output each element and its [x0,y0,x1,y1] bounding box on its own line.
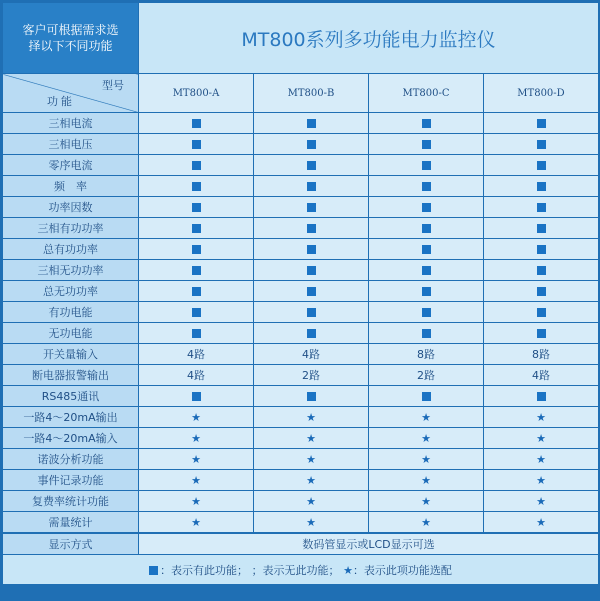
footer-table [2,533,599,585]
square-icon [537,287,546,296]
legend-has: ：表示有此功能； [160,563,249,577]
supported-cell [484,239,599,260]
supported-cell [369,323,484,344]
square-icon [192,140,201,149]
optional-cell [369,428,484,449]
star-icon: ★ [306,452,316,466]
star-icon: ★ [536,494,546,508]
star-icon: ★ [191,494,201,508]
function-label: 有功电能 [3,302,139,323]
square-icon [149,566,158,575]
supported-cell [139,386,254,407]
square-icon [422,329,431,338]
header-row [3,3,599,74]
legend-row [3,555,599,585]
function-label: 三相电压 [3,134,139,155]
supported-cell [369,386,484,407]
supported-cell [139,260,254,281]
header-note-line1: 客户可根据需求选 [22,23,119,37]
square-icon [422,161,431,170]
square-icon [537,329,546,338]
optional-cell [369,449,484,470]
supported-cell [254,386,369,407]
supported-cell [139,113,254,134]
function-label: RS485通讯 [3,386,139,407]
optional-cell [254,428,369,449]
value-cell: 2路 [254,365,369,386]
star-icon: ★ [191,452,201,466]
page-title: MT800系列多功能电力监控仪 [139,3,599,74]
table-row [3,113,599,134]
square-icon [307,182,316,191]
supported-cell [139,281,254,302]
supported-cell [484,323,599,344]
supported-cell [484,386,599,407]
function-label: 总无功功率 [3,281,139,302]
square-icon [192,287,201,296]
supported-cell [369,113,484,134]
corner-model-label: 型号 [102,79,124,92]
square-icon [192,161,201,170]
square-icon [307,308,316,317]
value-cell: 8路 [484,344,599,365]
function-label: 总有功功率 [3,239,139,260]
table-row [3,344,599,365]
optional-cell [139,428,254,449]
supported-cell [139,176,254,197]
square-icon [192,182,201,191]
square-icon [307,329,316,338]
supported-cell [484,218,599,239]
supported-cell [369,302,484,323]
square-icon [537,182,546,191]
function-label: 一路4～20mA输入 [3,428,139,449]
optional-cell [139,407,254,428]
star-icon: ★ [421,452,431,466]
star-icon: ★ [536,452,546,466]
supported-cell [484,197,599,218]
corner-cell [3,74,139,113]
square-icon [192,266,201,275]
supported-cell [139,134,254,155]
optional-cell [484,407,599,428]
star-icon: ★ [191,410,201,424]
optional-cell [484,470,599,491]
square-icon [422,266,431,275]
star-icon: ★ [343,563,353,577]
supported-cell [484,134,599,155]
star-icon: ★ [536,431,546,445]
star-icon: ★ [191,515,201,529]
optional-cell [484,512,599,533]
square-icon [422,224,431,233]
supported-cell [254,113,369,134]
table-row [3,239,599,260]
square-icon [422,287,431,296]
star-icon: ★ [421,515,431,529]
square-icon [537,140,546,149]
table-row [3,365,599,386]
square-icon [422,203,431,212]
supported-cell [369,239,484,260]
square-icon [192,119,201,128]
value-cell: 4路 [484,365,599,386]
optional-cell [139,449,254,470]
supported-cell [484,155,599,176]
display-mode-label: 显示方式 [3,534,139,555]
function-label: 复费率统计功能 [3,491,139,512]
star-icon: ★ [536,410,546,424]
square-icon [192,308,201,317]
supported-cell [484,113,599,134]
square-icon [537,224,546,233]
square-icon [192,203,201,212]
star-icon: ★ [306,515,316,529]
table-row [3,197,599,218]
table-row [3,134,599,155]
star-icon: ★ [306,410,316,424]
square-icon [422,245,431,254]
function-label: 需量统计 [3,512,139,533]
model-row [3,74,599,113]
square-icon [422,119,431,128]
function-label: 开关量输入 [3,344,139,365]
legend-none: ；表示无此功能； [251,563,340,577]
value-cell: 2路 [369,365,484,386]
function-label: 零序电流 [3,155,139,176]
star-icon: ★ [421,494,431,508]
square-icon [307,266,316,275]
legend-optional: ：表示此项功能选配 [352,563,452,577]
table-row [3,386,599,407]
supported-cell [369,281,484,302]
optional-cell [139,491,254,512]
star-icon: ★ [191,473,201,487]
square-icon [537,161,546,170]
supported-cell [254,281,369,302]
function-label: 三相电流 [3,113,139,134]
value-cell: 8路 [369,344,484,365]
optional-cell [484,449,599,470]
square-icon [307,161,316,170]
star-icon: ★ [421,431,431,445]
optional-cell [254,512,369,533]
model-header-b: MT800-B [254,74,369,113]
value-cell: 4路 [139,344,254,365]
square-icon [307,224,316,233]
table-row [3,428,599,449]
star-icon: ★ [421,410,431,424]
model-header-d: MT800-D [484,74,599,113]
square-icon [422,140,431,149]
supported-cell [484,176,599,197]
square-icon [422,308,431,317]
optional-cell [254,491,369,512]
supported-cell [369,134,484,155]
table-row [3,281,599,302]
square-icon [422,392,431,401]
supported-cell [139,197,254,218]
corner-function-label: 功能 [47,95,75,108]
optional-cell [484,491,599,512]
optional-cell [369,491,484,512]
function-label: 三相有功功率 [3,218,139,239]
legend [3,555,599,585]
table-row [3,323,599,344]
display-mode-value: 数码管显示或LCD显示可选 [139,534,599,555]
square-icon [537,308,546,317]
function-label: 一路4～20mA输出 [3,407,139,428]
optional-cell [254,407,369,428]
supported-cell [484,302,599,323]
supported-cell [254,155,369,176]
square-icon [537,266,546,275]
function-label: 断电器报警输出 [3,365,139,386]
table-row [3,302,599,323]
function-label: 无功电能 [3,323,139,344]
optional-cell [139,512,254,533]
square-icon [307,203,316,212]
supported-cell [139,323,254,344]
function-label: 事件记录功能 [3,470,139,491]
supported-cell [369,155,484,176]
square-icon [307,119,316,128]
supported-cell [254,134,369,155]
table-row [3,407,599,428]
star-icon: ★ [306,494,316,508]
supported-cell [254,176,369,197]
square-icon [307,287,316,296]
optional-cell [369,512,484,533]
supported-cell [254,302,369,323]
header-note-line2: 择以下不同功能 [28,39,113,53]
model-header-c: MT800-C [369,74,484,113]
supported-cell [139,155,254,176]
square-icon [192,392,201,401]
function-label: 功率因数 [3,197,139,218]
function-label: 三相无功功率 [3,260,139,281]
optional-cell [139,470,254,491]
star-icon: ★ [306,473,316,487]
square-icon [537,119,546,128]
table-row [3,512,599,533]
square-icon [537,203,546,212]
optional-cell [254,449,369,470]
feature-table [2,2,599,533]
function-label: 诺波分析功能 [3,449,139,470]
table-row [3,449,599,470]
supported-cell [254,239,369,260]
star-icon: ★ [306,431,316,445]
square-icon [192,224,201,233]
square-icon [307,245,316,254]
table-row [3,176,599,197]
supported-cell [369,176,484,197]
star-icon: ★ [536,515,546,529]
table-row [3,260,599,281]
supported-cell [139,239,254,260]
display-row [3,534,599,555]
value-cell: 4路 [139,365,254,386]
square-icon [192,329,201,338]
optional-cell [254,470,369,491]
value-cell: 4路 [254,344,369,365]
optional-cell [369,470,484,491]
supported-cell [369,197,484,218]
supported-cell [484,281,599,302]
supported-cell [369,218,484,239]
supported-cell [254,218,369,239]
square-icon [307,392,316,401]
star-icon: ★ [191,431,201,445]
function-label: 频 率 [3,176,139,197]
table-row [3,218,599,239]
supported-cell [369,260,484,281]
table-row [3,155,599,176]
optional-cell [484,428,599,449]
supported-cell [139,218,254,239]
supported-cell [484,260,599,281]
supported-cell [254,260,369,281]
star-icon: ★ [536,473,546,487]
optional-cell [369,407,484,428]
square-icon [192,245,201,254]
square-icon [537,245,546,254]
model-header-a: MT800-A [139,74,254,113]
supported-cell [254,323,369,344]
supported-cell [254,197,369,218]
table-row [3,470,599,491]
table-row [3,491,599,512]
supported-cell [139,302,254,323]
square-icon [422,182,431,191]
square-icon [307,140,316,149]
header-note [3,3,139,74]
star-icon: ★ [421,473,431,487]
square-icon [537,392,546,401]
